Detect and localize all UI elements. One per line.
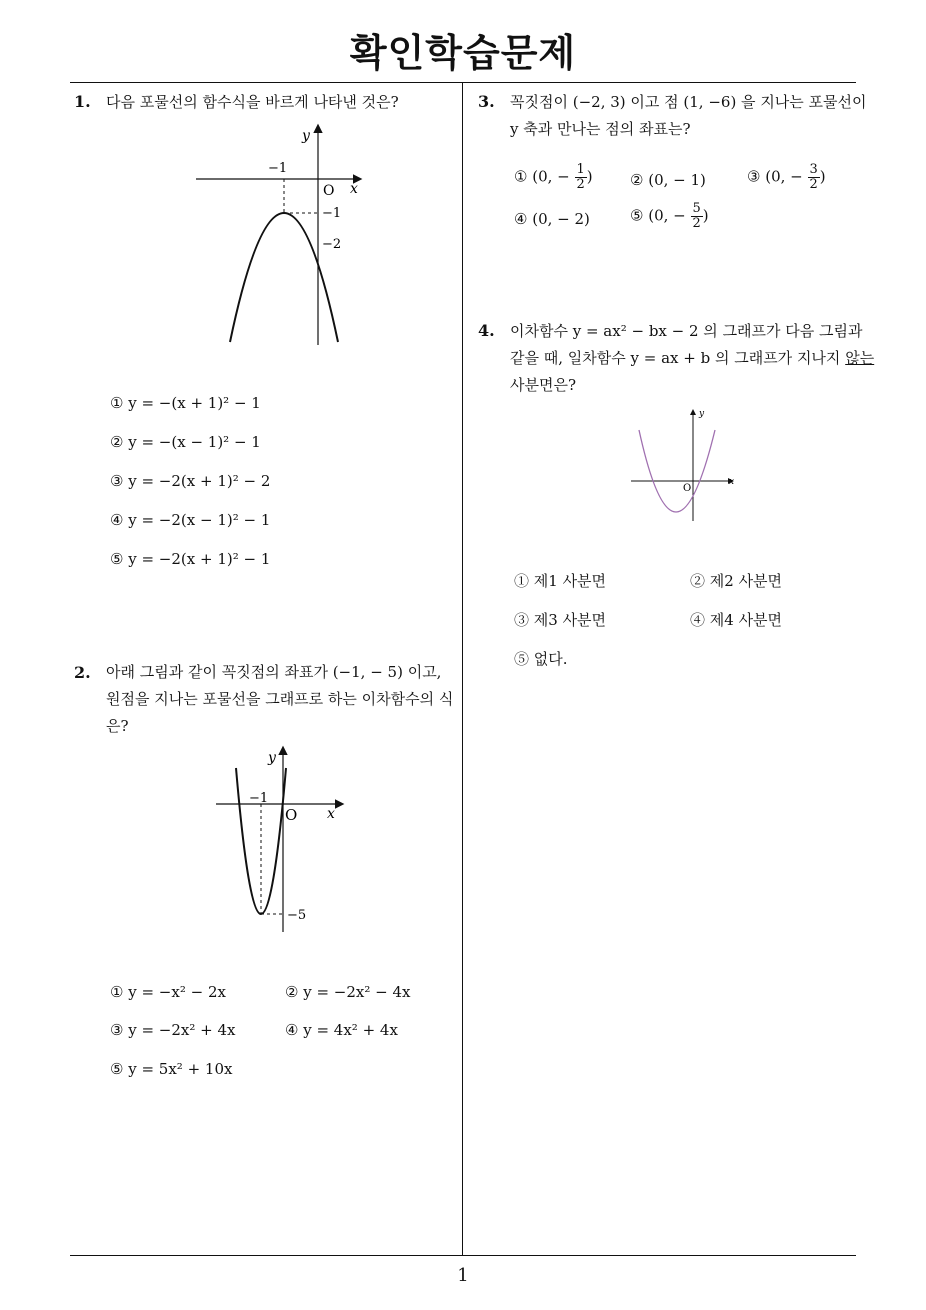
q2-graph (210, 744, 360, 939)
q4-xlabel: x (729, 477, 735, 487)
q1-option-3[interactable]: ③ y = −2(x + 1)² − 2 (110, 472, 271, 490)
q3-option-3-frac: $\frac{3}{2}$ (809, 162, 818, 192)
q1-text: 다음 포물선의 함수식을 바르게 나타낸 것은? (106, 93, 399, 111)
q3-text-1: 꼭짓점이 (−2, 3) 이고 점 (1, −6) 을 지나는 포물선이 (510, 93, 867, 111)
q4-graph (625, 404, 745, 524)
top-rule (70, 82, 856, 83)
q3-text-2: y 축과 만나는 점의 좌표는? (510, 120, 691, 138)
q3-option-1-frac: $\frac{1}{2}$ (576, 162, 585, 192)
q1-number: 1. (74, 92, 91, 111)
q4-option-1[interactable]: ① 제1 사분면 (514, 572, 607, 590)
q2-text-2: 원점을 지나는 포물선을 그래프로 하는 이차함수의 식 (106, 690, 454, 708)
q1-ylabel: y (302, 128, 310, 144)
q4-text-3: 사분면은? (510, 376, 577, 394)
q2-tick-y: −5 (287, 908, 307, 923)
q1-origin: O (323, 183, 335, 199)
q1-tick-y2: −2 (322, 237, 342, 252)
q1-xlabel: x (350, 181, 358, 197)
q4-text-2-main: 같을 때, 일차함수 y = ax + b 의 그래프가 지나지 (510, 349, 841, 367)
q3-number: 3. (478, 92, 495, 111)
q1-parabola (230, 213, 338, 342)
q3-option-5-post: ) (702, 206, 709, 225)
q2-origin: O (285, 806, 298, 824)
q4-parabola (639, 430, 715, 512)
q1-graph (190, 120, 370, 350)
q2-text-3: 은? (106, 717, 129, 735)
q2-number: 2. (74, 663, 91, 682)
q3-option-1[interactable] (514, 163, 593, 192)
q4-option-2[interactable]: ② 제2 사분면 (690, 572, 783, 590)
q2-option-3[interactable]: ③ y = −2x² + 4x (110, 1021, 236, 1039)
q1-option-2[interactable]: ② y = −(x − 1)² − 1 (110, 433, 261, 451)
q3-option-3-pre: ③ (0, − (747, 167, 803, 186)
q3-option-2[interactable]: ② (0, − 1) (630, 171, 706, 189)
q2-text-1: 아래 그림과 같이 꼭짓점의 좌표가 (−1, − 5) 이고, (106, 663, 442, 681)
q2-tick-x: −1 (249, 791, 269, 806)
q4-option-3[interactable]: ③ 제3 사분면 (514, 611, 607, 629)
q3-option-1-pre: ① (0, − (514, 167, 570, 186)
q2-option-1[interactable]: ① y = −x² − 2x (110, 983, 226, 1001)
q2-option-2[interactable]: ② y = −2x² − 4x (285, 983, 411, 1001)
q3-option-3[interactable] (747, 163, 826, 192)
q4-text-2 (510, 345, 874, 372)
q4-number: 4. (478, 321, 495, 340)
q1-tick-x: −1 (268, 161, 288, 176)
page-number: 1 (457, 1265, 469, 1286)
q4-ylabel: y (699, 409, 705, 419)
q3-option-5[interactable] (630, 202, 709, 231)
q1-tick-y1: −1 (322, 206, 342, 221)
q1-option-5[interactable]: ⑤ y = −2(x + 1)² − 1 (110, 550, 271, 568)
q4-text-1: 이차함수 y = ax² − bx − 2 의 그래프가 다음 그림과 (510, 322, 863, 340)
page-title: 확인학습문제 (349, 31, 577, 75)
q2-option-5[interactable]: ⑤ y = 5x² + 10x (110, 1060, 233, 1078)
q3-option-5-pre: ⑤ (0, − (630, 206, 686, 225)
column-divider (462, 82, 463, 1255)
q1-option-4[interactable]: ④ y = −2(x − 1)² − 1 (110, 511, 271, 529)
q4-option-5[interactable]: ⑤ 없다. (514, 650, 568, 668)
q2-option-4[interactable]: ④ y = 4x² + 4x (285, 1021, 398, 1039)
q2-ylabel: y (268, 750, 276, 766)
q3-option-4[interactable]: ④ (0, − 2) (514, 210, 590, 228)
q4-option-4[interactable]: ④ 제4 사분면 (690, 611, 783, 629)
q3-option-3-post: ) (819, 167, 826, 186)
q2-xlabel: x (327, 806, 335, 822)
q3-option-5-frac: $\frac{5}{2}$ (692, 201, 701, 231)
q3-option-1-post: ) (586, 167, 593, 186)
q4-origin: O (683, 483, 692, 494)
bottom-rule (70, 1255, 856, 1256)
q4-text-2-underlined: 않는 (845, 349, 875, 367)
q1-option-1[interactable]: ① y = −(x + 1)² − 1 (110, 394, 261, 412)
